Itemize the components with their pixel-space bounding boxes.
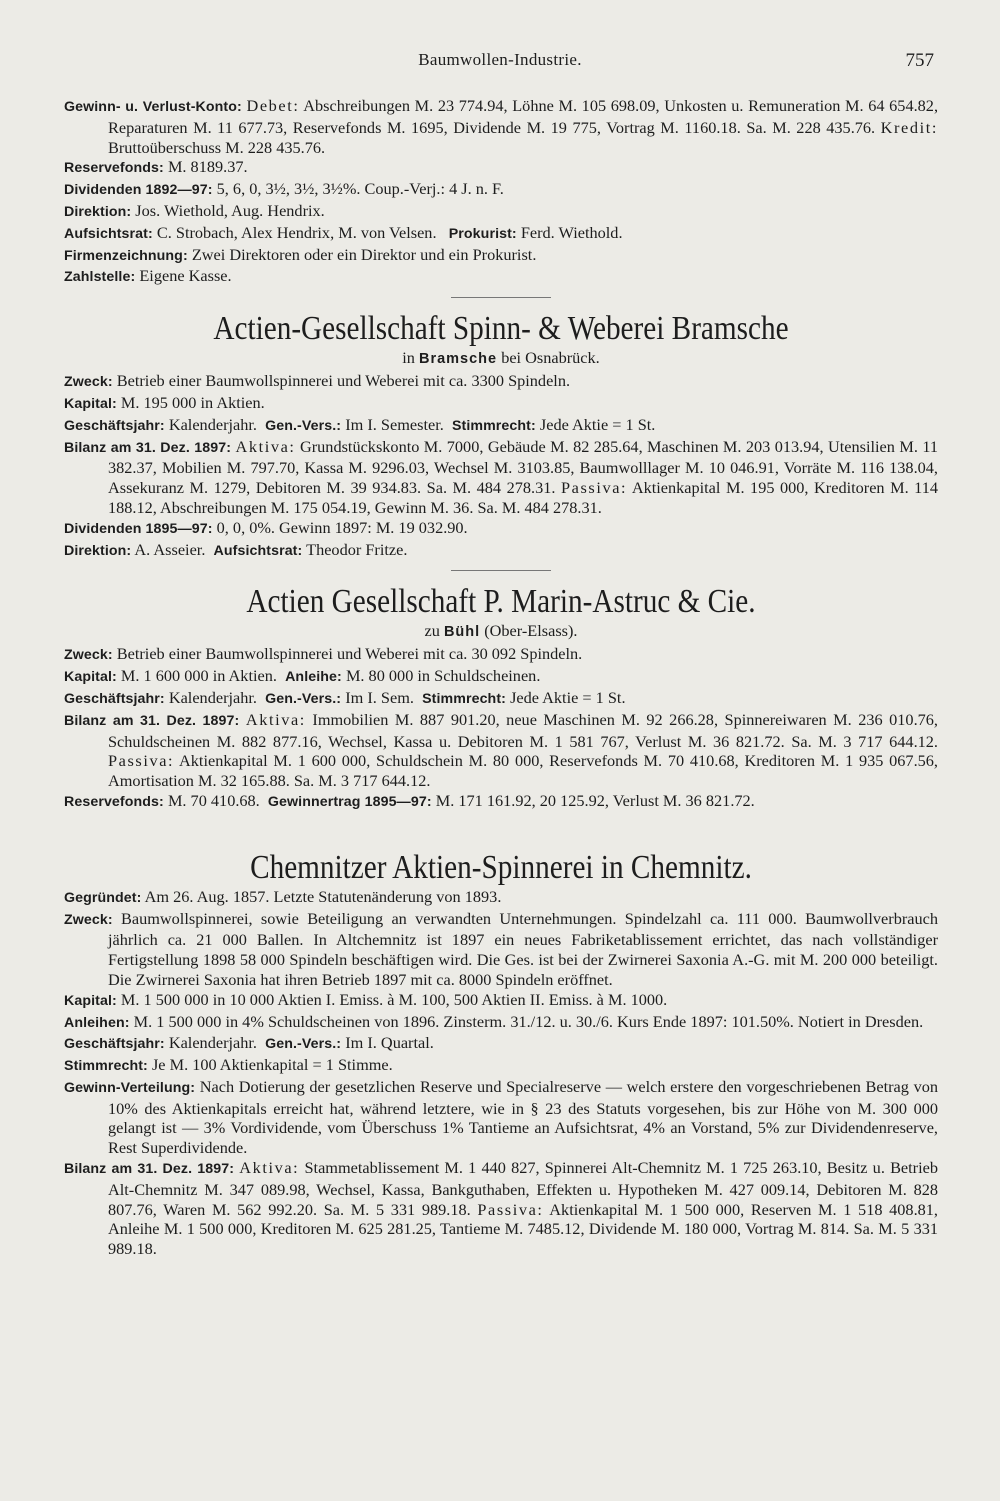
- geschaeftsjahr: Geschäftsjahr: Kalenderjahr. Gen.-Vers.: Im I. Sem. Stimmrecht: Jede Aktie = 1 St.: [64, 687, 626, 707]
- gegruendet: Gegründet: Am 26. Aug. 1857. Letzte Statutenänderung von 1893.: [64, 886, 502, 906]
- gewinn-verteilung: Gewinn-Verteilung: Nach Dotierung der gesetzlichen Reserve und Specialreserve — welch erstere den vorgeschriebenen Betrag von 10% des Aktienkapitals erreicht hat, während letztere, wie in § 23 des Statuts vorgesehen, bis zur Höhe von M. 300 000 gelangt ist — 3% Vordividende, vom Überschuss 1% Tantieme an Aufsichtsrat, 4% an Vorstand, 5% zur Dividendenreserve, Rest Superdividende.: [64, 1076, 938, 1158]
- running-title: Baumwollen-Industrie.: [418, 50, 582, 69]
- dividenden: Dividenden 1892—97: 5, 6, 0, 3½, 3½, 3½%. Coup.-Verj.: 4 J. n. F.: [64, 179, 504, 199]
- section-divider: [451, 570, 551, 571]
- reservefonds: Reservefonds: M. 8189.37.: [64, 157, 248, 177]
- firmenzeichnung: Firmenzeichnung: Zwei Direktoren oder ein Direktor und ein Prokurist.: [64, 244, 537, 264]
- entry-previous-continued: [64, 96, 938, 288]
- direktion: Direktion: Jos. Wiethold, Aug. Hendrix.: [64, 200, 325, 220]
- dividenden: Dividenden 1895—97: 0, 0, 0%. Gewinn 1897: M. 19 032.90.: [64, 517, 468, 537]
- page-body: [64, 96, 938, 1259]
- zweck: Zweck: Betrieb einer Baumwollspinnerei und Weberei mit ca. 30 092 Spindeln.: [64, 644, 583, 664]
- zahlstelle: Zahlstelle: Eigene Kasse.: [64, 266, 232, 286]
- entry-bramsche: [64, 310, 938, 561]
- page-number: 757: [905, 50, 934, 71]
- reservefonds: Reservefonds: M. 70 410.68. Gewinnertrag 1895—97: M. 171 161.92, 20 125.92, Verlust M. 36 821.72.: [64, 790, 755, 810]
- company-title: Actien-Gesellschaft Spinn- & Weberei Bramsche: [213, 310, 789, 348]
- entry-marin-astruc: [64, 583, 938, 812]
- bilanz: Bilanz am 31. Dez. 1897: Aktiva: Grundstückskonto M. 7000, Gebäude M. 82 285.64, Maschinen M. 203 013.94, Utensilien M. 11 382.37, Mobilien M. 797.70, Kassa M. 9296.03, Wechsel M. 3103.85, Baumwolllager M. 10 046.91, Vorräte M. 116 138.04, Assekuranz M. 1279, Debitoren M. 39 934.83. Sa. M. 484 278.31. Passiva: Aktienkapital M. 195 000, Kreditoren M. 114 188.12, Abschreibungen M. 175 054.19, Gewinn M. 36. Sa. M. 484 278.31.: [64, 436, 939, 517]
- stimmrecht: Stimmrecht: Je M. 100 Aktienkapital = 1 Stimme.: [64, 1055, 393, 1075]
- anleihen: Anleihen: M. 1 500 000 in 4% Schuldscheinen von 1896. Zinsterm. 31./12. u. 30./6. Kurs Ende 1897: 101.50%. Notiert in Dresden.: [64, 1011, 924, 1031]
- kapital: Kapital: M. 1 600 000 in Aktien. Anleihe: M. 80 000 in Schuldscheinen.: [64, 666, 541, 686]
- zweck: Zweck: Baumwollspinnerei, sowie Beteiligung an verwandten Unternehmungen. Spindelzahl ca. 111 000. Baumwollverbrauch jährlich ca. 21 000 Ballen. In Altchemnitz ist 1897 ein neues Fabriketablissement errichtet, das nach vollständiger Fertigstellung 1898 58 000 Spindeln beschäftigen wird. Die Ges. ist bei der Zwirnerei Saxonia A.-G. mit M. 200 000 beteiligt. Die Zwirnerei Saxonia hat ihren Betrieb 1897 mit ca. 8000 Spindeln eröffnet.: [64, 908, 939, 989]
- company-title: Chemnitzer Aktien-Spinnerei in Chemnitz.: [250, 848, 752, 886]
- running-head: [66, 50, 934, 74]
- geschaeftsjahr: Geschäftsjahr: Kalenderjahr. Gen.-Vers.: Im I. Quartal.: [64, 1033, 434, 1053]
- section-spacer: [64, 813, 938, 837]
- company-location: in Bramsche bei Osnabrück.: [402, 348, 600, 368]
- zweck: Zweck: Betrieb einer Baumwollspinnerei und Weberei mit ca. 3300 Spindeln.: [64, 371, 571, 391]
- bilanz: Bilanz am 31. Dez. 1897: Aktiva: Stammetablissement M. 1 440 827, Spinnerei Alt-Chemnitz M. 1 725 263.10, Besitz u. Betrieb Alt-Chemnitz M. 347 089.98, Wechsel, Kassa, Bankguthaben, Effekten u. Hypotheken M. 427 009.14, Debitoren M. 828 807.76, Waren M. 562 992.20. Sa. M. 5 331 989.18. Passiva: Aktienkapital M. 1 500 000, Reserven M. 1 518 408.81, Anleihe M. 1 500 000, Kreditoren M. 625 281.25, Tantieme M. 7485.12, Dividende M. 180 000, Vortrag M. 814. Sa. M. 5 331 989.18.: [64, 1158, 938, 1259]
- section-divider: [451, 297, 551, 298]
- kapital: Kapital: M. 195 000 in Aktien.: [64, 392, 265, 412]
- company-location: zu Bühl (Ober-Elsass).: [424, 621, 578, 641]
- aufsichtsrat: Aufsichtsrat: C. Strobach, Alex Hendrix, M. von Velsen. Prokurist: Ferd. Wiethold.: [64, 222, 623, 242]
- entry-chemnitz: [64, 849, 938, 1259]
- geschaeftsjahr: Geschäftsjahr: Kalenderjahr. Gen.-Vers.: Im I. Semester. Stimmrecht: Jede Aktie = 1 St.: [64, 414, 656, 434]
- kapital: Kapital: M. 1 500 000 in 10 000 Aktien I. Emiss. à M. 100, 500 Aktien II. Emiss. à M. 1000.: [64, 989, 668, 1009]
- direktion: Direktion: A. Asseier. Aufsichtsrat: Theodor Fritze.: [64, 539, 408, 559]
- bilanz: Bilanz am 31. Dez. 1897: Aktiva: Immobilien M. 887 901.20, neue Maschinen M. 92 266.28, Spinnereiwaren M. 236 010.76, Schuldscheinen M. 882 877.16, Wechsel, Kassa u. Debitoren M. 1 581 767, Verlust M. 36 821.72. Sa. M. 3 717 644.12. Passiva: Aktienkapital M. 1 600 000, Schuldschein M. 80 000, Reservefonds M. 70 410.68, Kreditoren M. 1 935 067.56, Amortisation M. 32 165.88. Sa. M. 3 717 644.12.: [64, 709, 938, 791]
- gewinn-verlust-konto: Gewinn- u. Verlust-Konto: Debet: Abschreibungen M. 23 774.94, Löhne M. 105 698.09, Unkosten u. Remuneration M. 64 654.82, Reparaturen M. 11 677.73, Reservefonds M. 1695, Dividende M. 19 775, Vortrag M. 1160.18. Sa. M. 228 435.76. Kredit: Bruttoüberschuss M. 228 435.76.: [64, 96, 939, 157]
- company-title: Actien Gesellschaft P. Marin-Astruc & Cie.: [246, 583, 756, 621]
